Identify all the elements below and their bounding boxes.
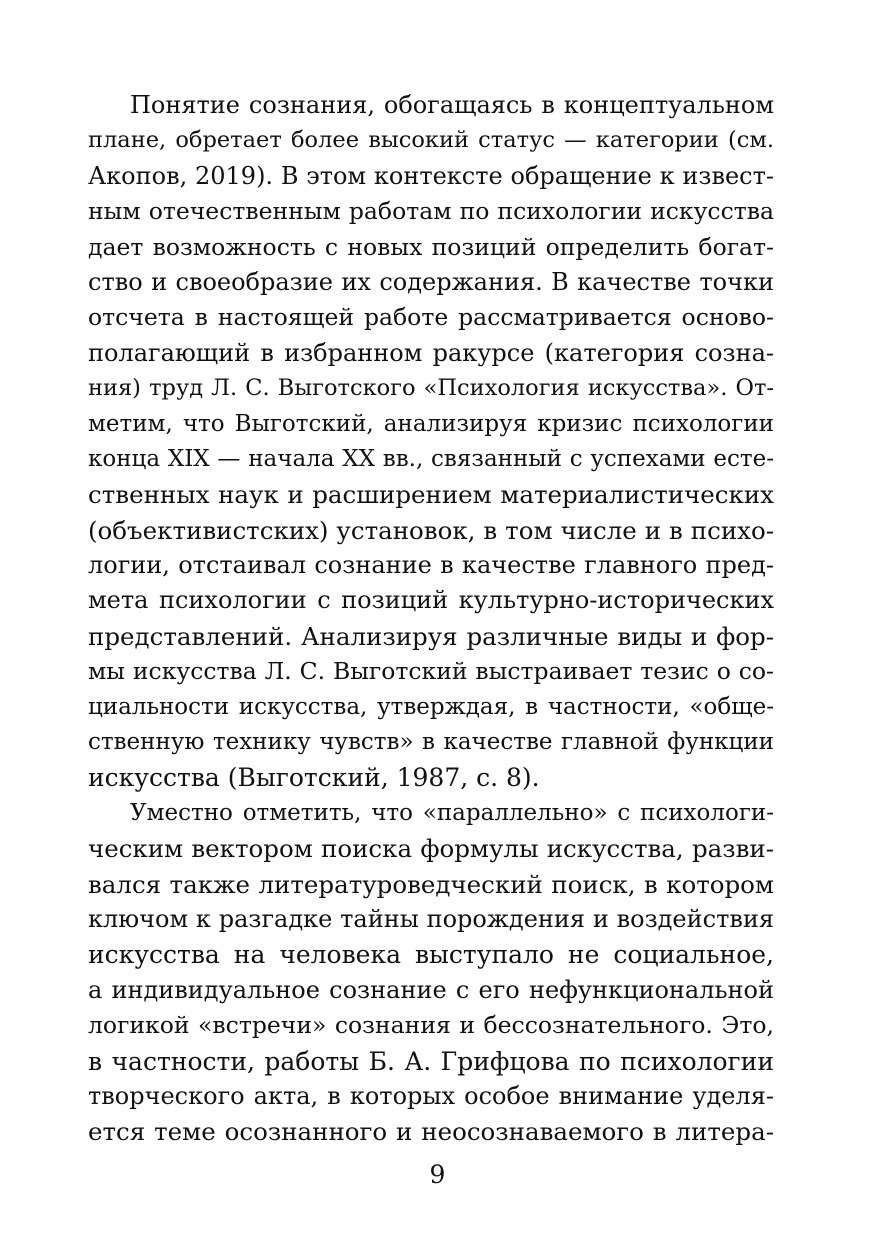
text-line: ния) труд Л. С. Выготского «Психология искусства». От- [88,375,774,402]
text-line: Уместно отметить, что «параллельно» с психологи- [130,799,774,826]
text-line: плане, обретает более высокий статус — категории (см. [88,127,774,154]
text-line: дает возможность с новых позиций определить богат- [88,232,774,261]
text-line: представлений. Анализируя различные виды и фор- [88,621,774,651]
body-text [88,88,774,1150]
text-line: отсчета в настоящей работе рассматривается осново- [88,303,774,332]
text-line: ство и своеобразие их содержания. В качестве точки [88,267,774,296]
text-line: вался также литературоведческий поиск, в котором [88,869,774,899]
text-line: творческого акта, в которых особое внимание уделя- [88,1081,774,1110]
text-line: ным отечественным работам по психологии искусства [88,197,774,226]
text-line: (объективистских) установок, в том числе и в психо- [88,515,774,545]
paragraph-2 [88,796,774,1150]
text-line: ственную технику чувств» в качестве главной функции [88,729,774,756]
text-line: полагающий в избранном ракурсе (категория созна- [88,338,774,367]
text-line: ключом к разгадке тайны порождения и воздействия [88,904,774,933]
text-line: ственных наук и расширением материалистических [88,480,774,510]
text-line: циальности искусства, утверждая, в частности, «обще- [88,693,774,720]
text-line: ется теме осознанного и неосознаваемого в литера- [88,1117,774,1147]
text-line: а индивидуальное сознание с его нефункциональной [88,975,774,1004]
text-line: мета психологии с позиций культурно-исторических [88,586,774,615]
text-line: мы искусства Л. С. Выготский выстраивает тезис о со- [88,657,774,686]
page-number: 9 [429,1160,446,1189]
text-line: в частности, работы Б. А. Грифцова по психологии [88,1046,774,1076]
text-line: Акопов, 2019). В этом контексте обращение к извест- [88,161,774,190]
text-line: искусства на человека выступало не социальное, [88,940,774,970]
text-line: Понятие сознания, обогащаясь в концептуальном [130,91,774,119]
text-line: ческим вектором поиска формулы искусства, разви- [88,834,774,864]
paragraph-1 [88,88,774,796]
text-line: искусства (Выготский, 1987, с. 8). [88,763,540,793]
text-line: метим, что Выготский, анализируя кризис психологии [88,410,774,437]
text-line: конца XIX — начала XX вв., связанный с успехами есте- [88,445,774,472]
text-line: логии, отстаивал сознание в качестве главного пред- [88,551,774,580]
text-line: логикой «встречи» сознания и бессознательного. Это, [88,1011,774,1040]
